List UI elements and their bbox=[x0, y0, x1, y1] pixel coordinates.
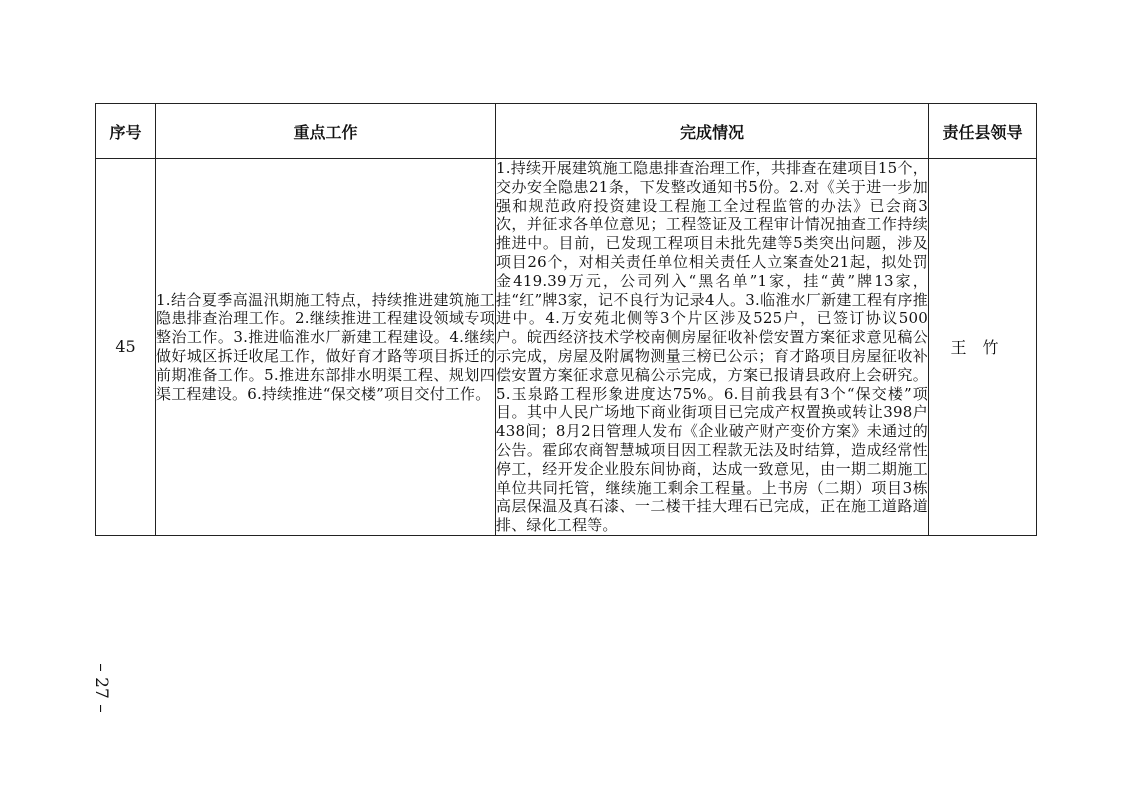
table-header-row bbox=[96, 104, 1037, 159]
status-cell bbox=[496, 159, 929, 536]
work-progress-table bbox=[95, 103, 1037, 536]
header-number: 序号 bbox=[96, 104, 156, 159]
header-leader: 责任县领导 bbox=[929, 104, 1037, 159]
table-row bbox=[96, 159, 1037, 536]
header-key-work: 重点工作 bbox=[156, 104, 496, 159]
header-status: 完成情况 bbox=[496, 104, 929, 159]
key-work-cell bbox=[156, 159, 496, 536]
row-number: 45 bbox=[96, 159, 156, 536]
status-text: 1.持续开展建筑施工隐患排查治理工作，共排查在建项目15个，交办安全隐患21条，下发整改通知书5份。2.对《关于进一步加强和规范政府投资建设工程施工全过程监管的办法》已会商3次，并征求各单位意见；工程签证及工程审计情况抽查工作持续推进中。目前，已发现工程项目未批先建等5类突出问题，涉及项目26个，对相关责任单位相关责任人立案查处21起，拟处罚金419.39万元，公司列入“黑名单”1家，挂“黄”牌13家，挂“红”牌3家，记不良行为记录4人。3.临淮水厂新建工程有序推进中。4.万安苑北侧等3个片区涉及525户，已签订协议500户。皖西经济技术学校南侧房屋征收补偿安置方案征求意见稿公示完成，房屋及附属物测量三榜已公示；育才路项目房屋征收补偿安置方案征求意见稿公示完成，方案已报请县政府上会研究。5.玉泉路工程形象进度达75%。6.目前我县有3个“保交楼”项目。其中人民广场地下商业街项目已完成产权置换或转让398户438间；8月2日管理人发布《企业破产财产变价方案》未通过的公告。霍邱农商智慧城项目因工程款无法及时结算，造成经常性停工，经开发企业股东间协商，达成一致意见，由一期二期施工单位共同托管，继续施工剩余工程量。上书房（二期）项目3栋高层保温及真石漆、一二楼干挂大理石已完成，正在施工道路道排、绿化工程等。 bbox=[496, 159, 928, 535]
key-work-text: 1.结合夏季高温汛期施工特点，持续推进建筑施工隐患排查治理工作。2.继续推进工程建设领域专项整治工作。3.推进临淮水厂新建工程建设。4.继续做好城区拆迁收尾工作，做好育才路等项目拆迁的前期准备工作。5.推进东部排水明渠工程、规划四渠工程建设。6.持续推进“保交楼”项目交付工作。 bbox=[156, 290, 495, 403]
responsible-leader: 王竹 bbox=[929, 159, 1037, 536]
page-number: – 27 – bbox=[91, 663, 111, 713]
